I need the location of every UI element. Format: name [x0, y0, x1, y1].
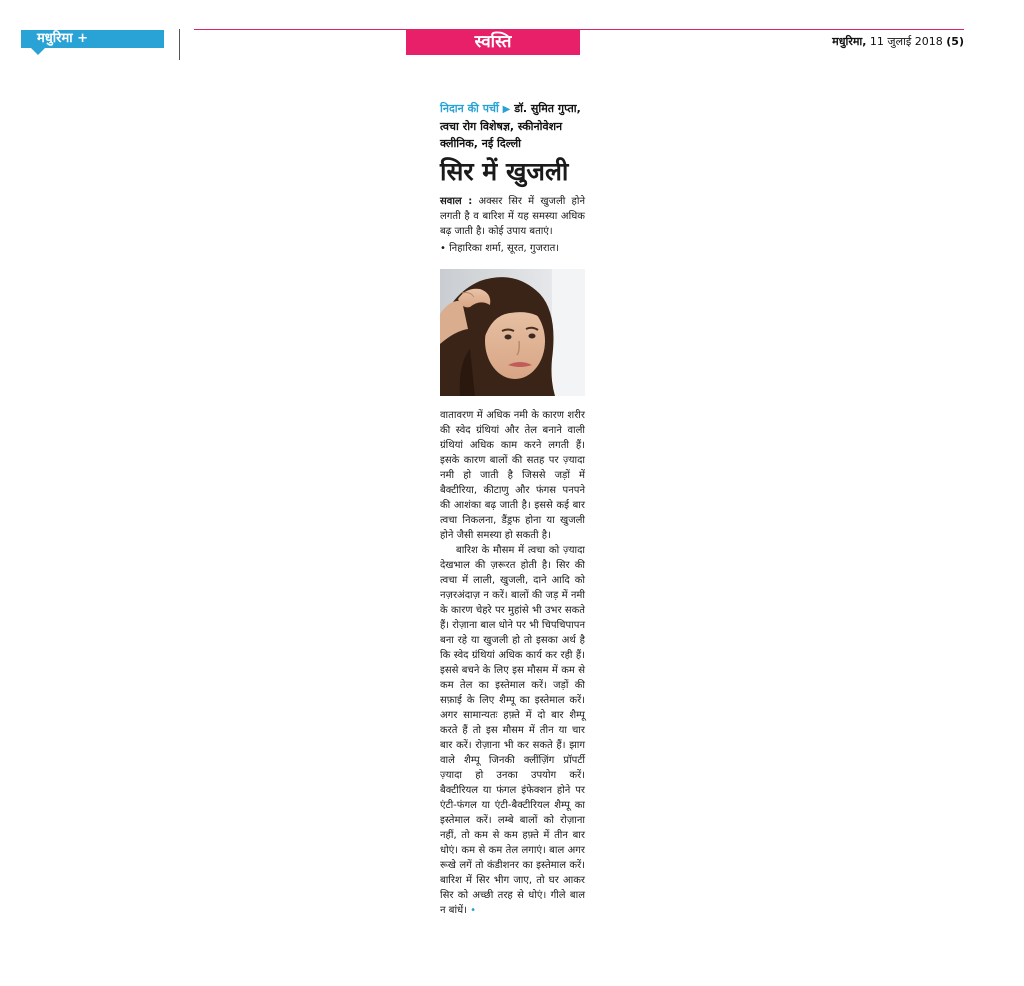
question-label: सवाल : [440, 196, 473, 207]
reader-question [440, 194, 585, 239]
arrow-right-icon: ▶ [502, 104, 511, 115]
article [440, 100, 585, 918]
headline: सिर में खुजली [440, 157, 569, 186]
column-name: निदान की पर्ची [440, 102, 499, 115]
brand-tab [21, 30, 164, 48]
brand-label: मधुरिमा + [37, 31, 89, 46]
question-text: अक्सर सिर में खुजली होने लगती है व बारिश में यह समस्या अधिक बढ़ जाती है। कोई उपाय बताएं। [440, 196, 586, 237]
end-mark: • [470, 905, 477, 916]
answer-paragraph-2 [440, 543, 585, 918]
answer-paragraph-1: वातावरण में अधिक नमी के कारण शरीर की स्वेद ग्रंथियां और तेल बनाने वाली ग्रंथियां अधिक काम करने लगती हैं। इसके कारण बालों की सतह पर ज़्यादा नमी हो जाती है जिससे जड़ों में बैक्टीरिया, कीटाणु और फंगस पनपने की आशंका बढ़ जाती है। इससे कई बार त्वचा निकलना, डैंड्रफ होना या खुजली होने जैसी समस्या हो सकती है। [440, 410, 585, 541]
section-tab [406, 30, 580, 55]
section-label: स्वस्ति [474, 32, 512, 52]
header-divider [179, 29, 180, 60]
answer-paragraph-2-text: बारिश के मौसम में त्वचा को ज़्यादा देखभाल की ज़रूरत होती है। सिर की त्वचा में लाली, खुजली, दाने आदि को नज़रअंदाज़ न करें। बालों की जड़ में नमी के कारण चेहरे पर मुहांसे भी उभर सकते हैं। रोज़ाना बाल धोने पर भी चिपचिपापन बना रहे या खुजली हो तो इसका अर्थ है कि स्वेद ग्रंथियां अधिक कार्य कर रही हैं। इससे बचने के लिए इस मौसम में कम से कम तेल का इस्तेमाल करें। जड़ों की सफ़ाई के लिए शैम्पू का इस्तेमाल करें। अगर सामान्यतः हफ़्ते में दो बार शैम्पू करते हैं तो इस मौसम में तीन या चार बार करें। रोज़ाना भी कर सकते हैं। झाग वाले शैम्पू जिनकी क्लींज़िंग प्रॉपर्टी ज़्यादा हो उनका उपयोग करें। बैक्टीरियल या फंगल इंफेक्शन होने पर एंटी-फंगल या एंटी-बैक्टीरियल शैम्पू का इस्तेमाल करें। लम्बे बालों को रोज़ाना नहीं, तो कम से कम हफ़्ते में तीन बार धोएं। कम से कम तेल लगाएं। बाल अगर रूखे लगें तो कंडीशनर का इस्तेमाल करें। बारिश में सिर भीग जाए, तो घर आकर सिर को अच्छी तरह से धोएं। गीले बाल न बांधें। [440, 545, 585, 916]
author-credit: डॉ. सुमित गुप्ता, त्वचा रोग विशेषज्ञ, स्कीनोवेशन क्लीनिक, नई दिल्ली [440, 102, 581, 150]
page-info [832, 34, 964, 49]
woman-scratching-head-photo [440, 269, 585, 396]
byline [440, 100, 585, 152]
publication-name: मधुरिमा, [832, 35, 867, 48]
brand-notch [31, 48, 45, 55]
question-asker: • निहारिका शर्मा, सूरत, गुजरात। [440, 243, 560, 254]
page-number: (5) [946, 35, 964, 48]
issue-date: 11 जुलाई 2018 [869, 35, 943, 48]
expert-answer [440, 408, 585, 918]
